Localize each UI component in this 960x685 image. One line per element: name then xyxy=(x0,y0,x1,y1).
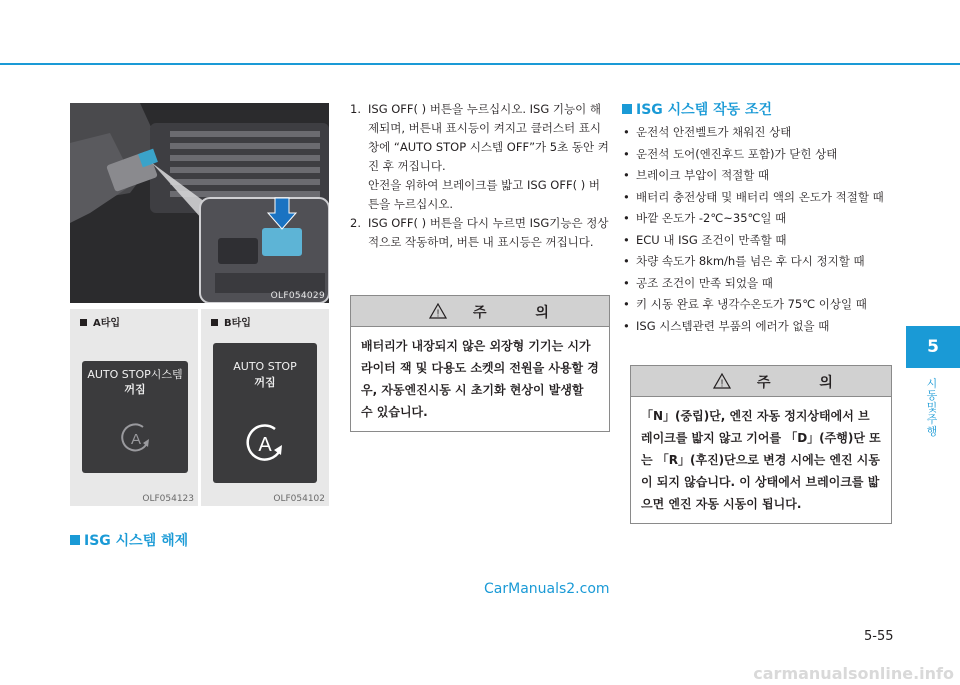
condition-item: • ECU 내 ISG 조건이 만족할 때 xyxy=(622,230,892,252)
warning-triangle-icon xyxy=(429,303,447,319)
condition-item: • 운전석 안전벨트가 채워진 상태 xyxy=(622,122,892,144)
type-b-code: OLF054102 xyxy=(273,494,325,504)
auto-stop-a-icon xyxy=(243,421,287,465)
condition-item: • 차량 속도가 8km/h를 넘은 후 다시 정지할 때 xyxy=(622,251,892,273)
condition-item: • 공조 조건이 만족 되었을 때 xyxy=(622,273,892,295)
type-a-cluster-panel xyxy=(82,361,188,473)
caution-box-2 xyxy=(630,365,892,524)
footer-banner: carmanualsonline.info xyxy=(753,664,954,683)
console-drawing xyxy=(70,103,329,303)
condition-item: • ISG 시스템관련 부품의 에러가 없을 때 xyxy=(622,316,892,338)
square-bullet-icon xyxy=(70,535,80,545)
type-b-cluster-panel xyxy=(213,343,317,483)
caution-body-1: 배터리가 내장되지 않은 외장형 기기는 시가라이터 잭 및 다용도 소켓의 전원을 사용할 경우, 자동엔진시동 시 초기화 현상이 발생할 수 있습니다. xyxy=(361,339,599,419)
photo-code: OLF054029 xyxy=(270,291,325,301)
release-heading: ISG 시스템 해제 xyxy=(70,530,188,550)
svg-text:!: ! xyxy=(436,308,440,319)
condition-item: • 바깥 온도가 -2℃~35℃일 때 xyxy=(622,208,892,230)
step-1-note: 안전을 위하여 브레이크를 밟고 ISG OFF( ) 버튼을 누르십시오. xyxy=(368,178,600,211)
type-b-panel-line2: 꺼짐 xyxy=(254,376,276,389)
chapter-title: 시동 및 주행 xyxy=(926,377,938,438)
svg-text:!: ! xyxy=(720,378,724,389)
type-a-code: OLF054123 xyxy=(142,494,194,504)
top-rule xyxy=(0,63,960,65)
type-a-panel-line1: AUTO STOP시스템 xyxy=(87,368,183,381)
condition-item: • 브레이크 부압이 적절할 때 xyxy=(622,165,892,187)
step-2-text: ISG OFF( ) 버튼을 다시 누르면 ISG기능은 정상적으로 작동하며, 버튼 내 표시등은 꺼집니다. xyxy=(368,216,609,249)
condition-item: • 키 시동 완료 후 냉각수온도가 75℃ 이상일 때 xyxy=(622,294,892,316)
condition-item: • 배터리 충전상태 및 배터리 액의 온도가 적절할 때 xyxy=(622,187,892,209)
type-a-panel-line2: 꺼짐 xyxy=(124,383,146,396)
release-steps xyxy=(350,100,610,252)
conditions-heading: ISG 시스템 작동 조건 xyxy=(622,99,772,119)
chapter-tab: 5 xyxy=(906,326,960,368)
condition-item: • 운전석 도어(엔진후드 포함)가 닫힌 상태 xyxy=(622,144,892,166)
square-bullet-icon xyxy=(80,319,87,326)
isg-button-illustration xyxy=(70,103,329,303)
svg-text:A: A xyxy=(130,431,142,448)
caution-body-2: 「N」(중립)단, 엔진 자동 정지상태에서 브레이크를 밟지 않고 기어를 「D」(주행)단 또는 「R」(후진)단으로 변경 시에는 엔진 시동이 되지 않습니다. 이 상태에서 브레이크를 밟으면 엔진 자동 시동이 됩니다. xyxy=(641,409,881,511)
auto-stop-a-icon xyxy=(119,421,153,455)
step-1: 1. ISG OFF( ) 버튼을 누르십시오. ISG 기능이 해제되며, 버튼내 표시등이 켜지고 클러스터 표시창에 “AUTO STOP 시스템 OFF”가 5초 동안 켜진 후 꺼집니다. 안전을 위하여 브레이크를 밟고 ISG OFF( ) 버튼을 누르십시오. xyxy=(350,100,610,214)
page-number: 5-55 xyxy=(864,629,894,644)
svg-text:A: A xyxy=(258,434,272,456)
step-2: 2. ISG OFF( ) 버튼을 다시 누르면 ISG기능은 정상적으로 작동하며, 버튼 내 표시등은 꺼집니다. xyxy=(350,214,610,252)
conditions-list xyxy=(622,122,892,337)
caution-title-2: 주 의 xyxy=(757,375,855,391)
caution-box-1 xyxy=(350,295,610,432)
type-a-label: A타입 xyxy=(80,314,120,329)
square-bullet-icon xyxy=(622,104,632,114)
caution-title-1: 주 의 xyxy=(473,305,571,321)
type-b-label: B타입 xyxy=(211,314,251,329)
type-a-box xyxy=(70,309,198,506)
watermark: CarManuals2.com xyxy=(484,581,610,597)
square-bullet-icon xyxy=(211,319,218,326)
warning-triangle-icon xyxy=(713,373,731,389)
type-b-box xyxy=(201,309,329,506)
step-1-text: ISG OFF( ) 버튼을 누르십시오. ISG 기능이 해제되며, 버튼내 표시등이 켜지고 클러스터 표시창에 “AUTO STOP 시스템 OFF”가 5초 동안 켜진 후 꺼집니다. xyxy=(368,102,609,173)
type-b-panel-line1: AUTO STOP xyxy=(233,360,297,373)
